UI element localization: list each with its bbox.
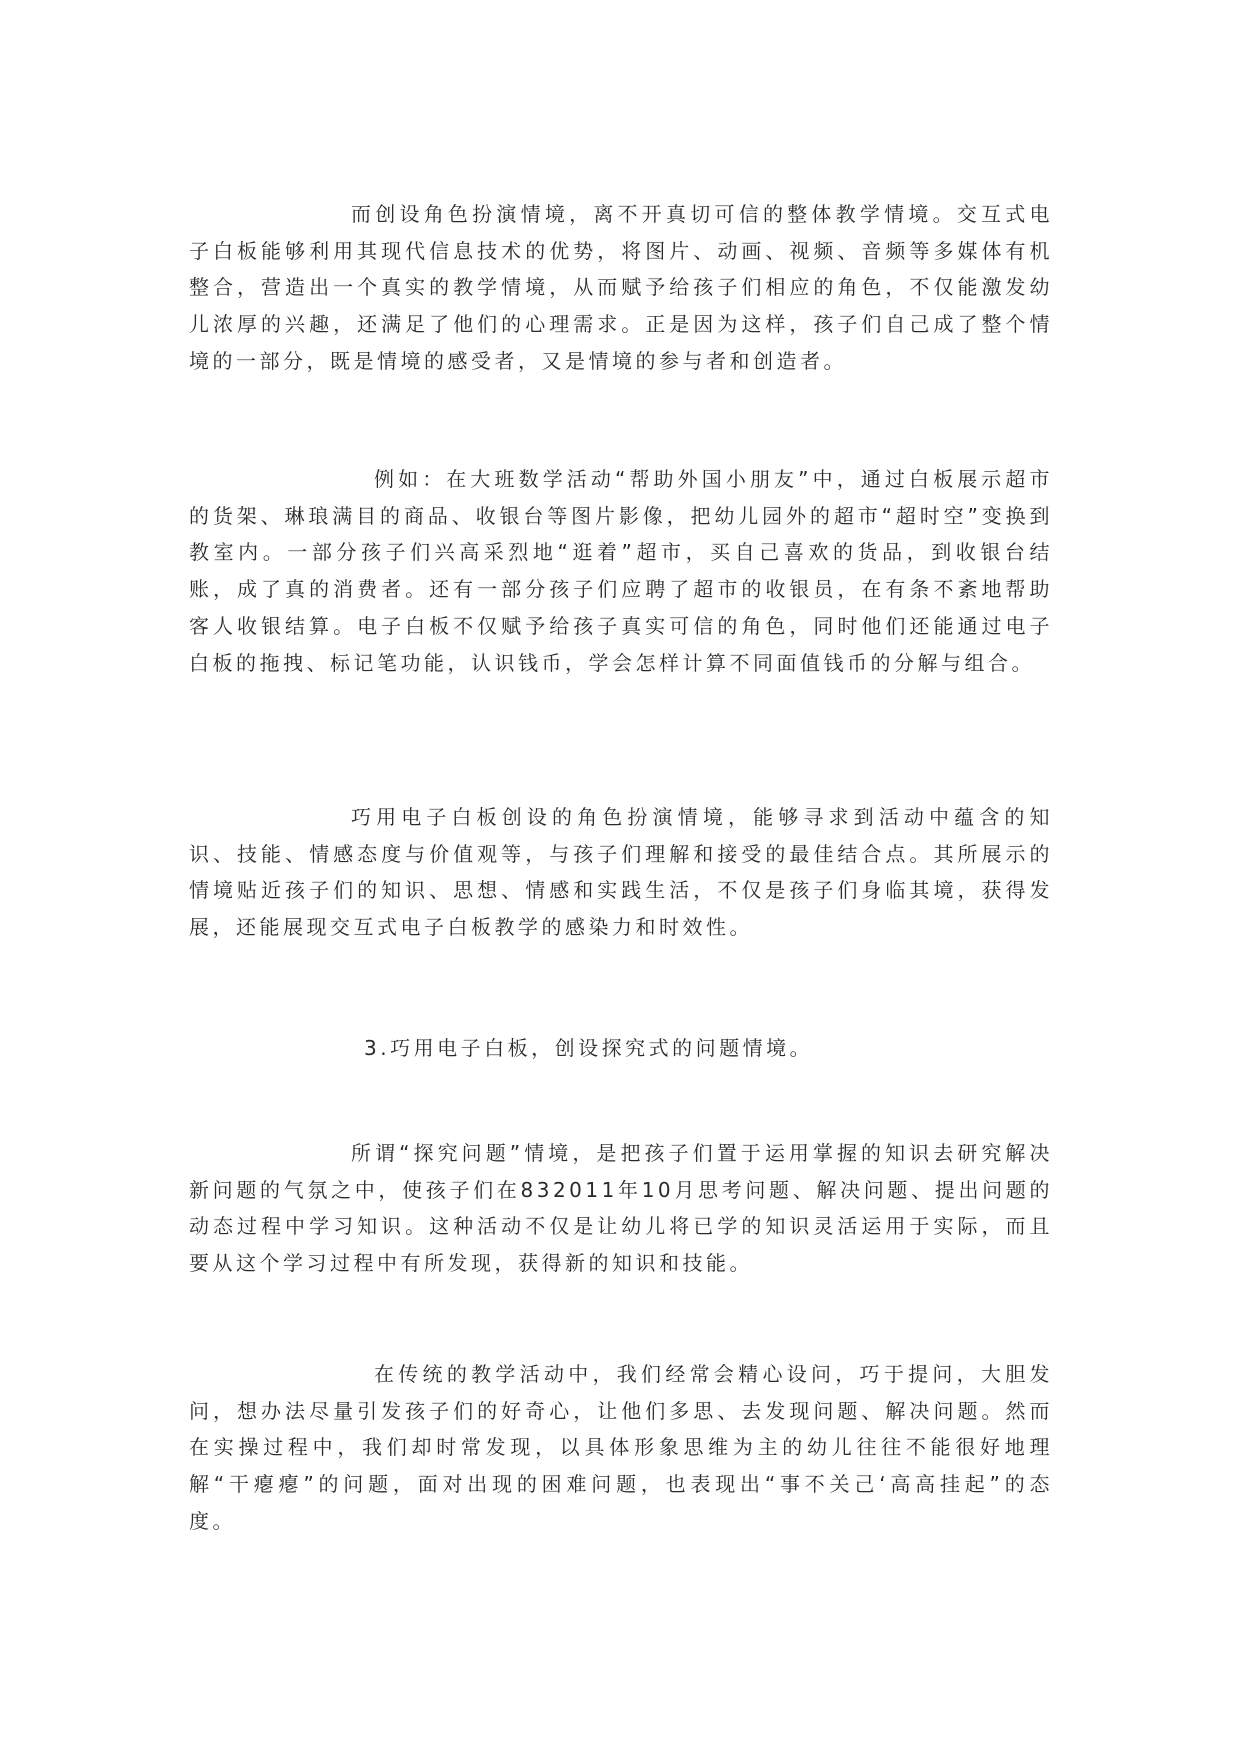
paragraph-traditional-teaching: 在传统的教学活动中，我们经常会精心设问，巧于提问，大胆发问，想办法尽量引发孩子们的好奇心，让他们多思、去发现问题、解决问题。然而在实操过程中，我们却时常发现，以具体形象思维为主的幼儿往往不能很好地理解“干瘪瘪”的问题，面对出现的困难问题，也表现出“事不关己‘高高挂起”的态度。	[189, 1362, 1053, 1533]
paragraph-example-supermarket: 例如：在大班数学活动“帮助外国小朋友”中，通过白板展示超市的货架、琳琅满目的商品、收银台等图片影像，把幼儿园外的超市“超时空”变换到教室内。一部分孩子们兴高采烈地“逛着”超市，买自己喜欢的货品，到收银台结账，成了真的消费者。还有一部分孩子们应聘了超市的收银员，在有条不紊地帮助客人收银结算。电子白板不仅赋予给孩子真实可信的角色，同时他们还能通过电子白板的拖拽、标记笔功能，认识钱币，学会怎样计算不同面值钱币的分解与组合。	[189, 467, 1053, 675]
section-heading-inquiry: 3.巧用电子白板，创设探究式的问题情境。	[364, 1036, 814, 1060]
paragraph-role-play-summary: 巧用电子白板创设的角色扮演情境，能够寻求到活动中蕴含的知识、技能、情感态度与价值观等，与孩子们理解和接受的最佳结合点。其所展示的情境贴近孩子们的知识、思想、情感和实践生活，不仅是孩子们身临其境，获得发展，还能展现交互式电子白板教学的感染力和时效性。	[189, 805, 1053, 940]
paragraph-role-play-intro: 而创设角色扮演情境，离不开真切可信的整体教学情境。交互式电子白板能够利用其现代信息技术的优势，将图片、动画、视频、音频等多媒体有机整合，营造出一个真实的教学情境，从而赋予给孩子们相应的角色，不仅能激发幼儿浓厚的兴趣，还满足了他们的心理需求。正是因为这样，孩子们自己成了整个情境的一部分，既是情境的感受者，又是情境的参与者和创造者。	[189, 202, 1053, 373]
paragraph-inquiry-definition: 所谓“探究问题”情境，是把孩子们置于运用掌握的知识去研究解决新问题的气氛之中，使孩子们在832011年10月思考问题、解决问题、提出问题的动态过程中学习知识。这种活动不仅是让幼儿将已学的知识灵活运用于实际，而且要从这个学习过程中有所发现，获得新的知识和技能。	[189, 1141, 1053, 1276]
